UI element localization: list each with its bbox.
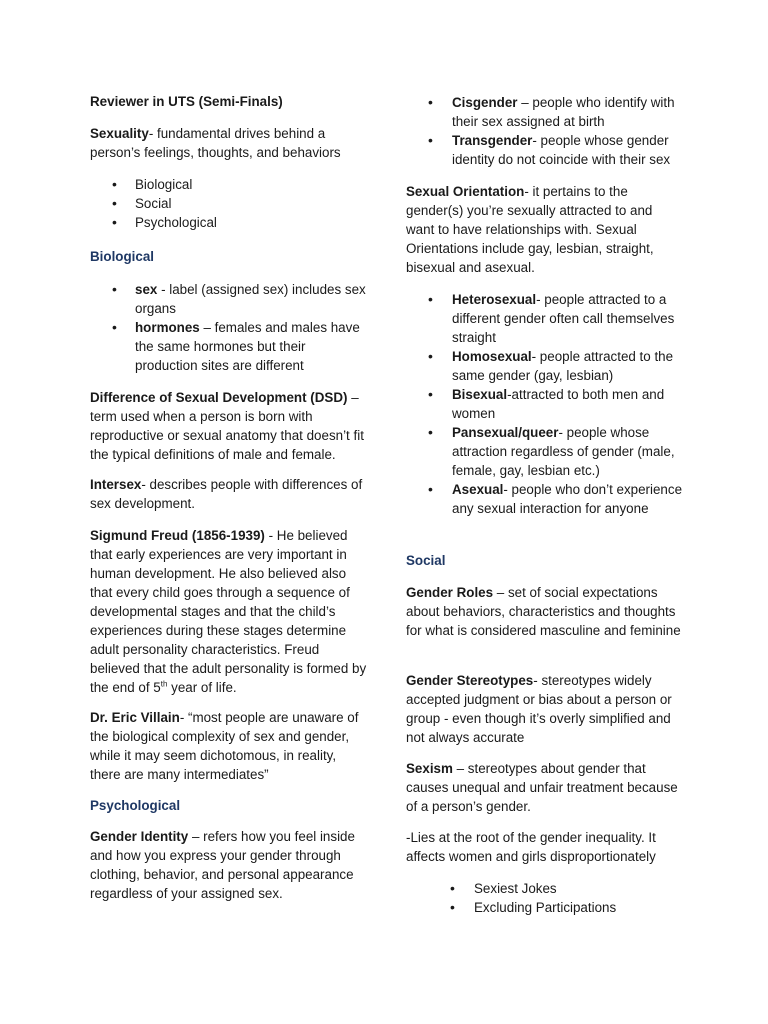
list-item: • Homosexual- people attracted to the same gender (gay, lesbian) <box>406 347 684 385</box>
sexual-orientation-definition: Sexual Orientation- it pertains to the gender(s) you’re sexually attracted to and want to have relationships with. Sexual Orientations include gay, lesbian, straight, bisexual and asexual. <box>406 184 654 275</box>
sexism-definition: Sexism – stereotypes about gender that causes unequal and unfair treatment because of a person’s gender. <box>406 761 678 814</box>
list-item: • Social <box>90 194 368 213</box>
sexuality-definition: Sexuality- fundamental drives behind a person’s feelings, thoughts, and behaviors <box>90 126 341 160</box>
section-heading-social: Social <box>406 553 446 568</box>
list-item: • Transgender- people whose gender identity do not coincide with their sex <box>406 131 684 169</box>
identity-list <box>406 93 684 169</box>
villain-quote: Dr. Eric Villain- “most people are unaware of the biological complexity of sex and gender, while it may seem dichotomous, in reality, there are many intermediates” <box>90 710 359 782</box>
list-item: • Biological <box>90 175 368 194</box>
intersex-definition: Intersex- describes people with differences of sex development. <box>90 477 363 511</box>
list-item: • hormones – females and males have the same hormones but their production sites are different <box>90 318 368 375</box>
list-item: • Cisgender – people who identify with their sex assigned at birth <box>406 93 684 131</box>
list-item: • Psychological <box>90 213 368 232</box>
biological-list <box>90 280 368 375</box>
document-title: Reviewer in UTS (Semi-Finals) <box>90 94 283 109</box>
dsd-definition: Difference of Sexual Development (DSD) – term used when a person is born with reproductive or sexual anatomy that doesn’t fit the typical definitions of male and female. <box>90 390 364 462</box>
list-item: • Asexual- people who don’t experience any sexual interaction for anyone <box>406 480 684 518</box>
section-heading-biological: Biological <box>90 249 154 264</box>
list-item: • Sexiest Jokes <box>406 879 684 898</box>
list-item: • sex - label (assigned sex) includes sex organs <box>90 280 368 318</box>
list-item: • Heterosexual- people attracted to a different gender often call themselves straight <box>406 290 684 347</box>
section-heading-psychological: Psychological <box>90 798 181 813</box>
gender-roles-definition: Gender Roles – set of social expectations about behaviors, characteristics and thoughts for what is considered masculine and feminine <box>406 585 681 638</box>
list-item: • Pansexual/queer- people whose attraction regardless of gender (male, female, gay, lesbian etc.) <box>406 423 684 480</box>
gender-inequality-note: -Lies at the root of the gender inequality. It affects women and girls disproportionately <box>406 830 656 864</box>
list-item: • Bisexual-attracted to both men and women <box>406 385 684 423</box>
orientation-list <box>406 290 684 518</box>
sexuality-types-list <box>90 175 368 232</box>
sexism-examples-list <box>406 879 684 917</box>
gender-stereotypes-definition: Gender Stereotypes- stereotypes widely accepted judgment or bias about a person or group - even though it’s overly simplified and not always accurate <box>406 673 672 745</box>
list-item: • Excluding Participations <box>406 898 684 917</box>
gender-identity-definition: Gender Identity – refers how you feel inside and how you express your gender through clothing, behavior, and personal appearance regardless of your assigned sex. <box>90 829 355 901</box>
freud-paragraph: Sigmund Freud (1856-1939) - He believed that early experiences are very important in human development. He also believed also that every child goes through a sequence of developmental stages and that the child’s experiences during these stages determine adult personality characteristics. Freud believed that the adult personality is formed by the end of 5th year of life. <box>90 528 367 695</box>
